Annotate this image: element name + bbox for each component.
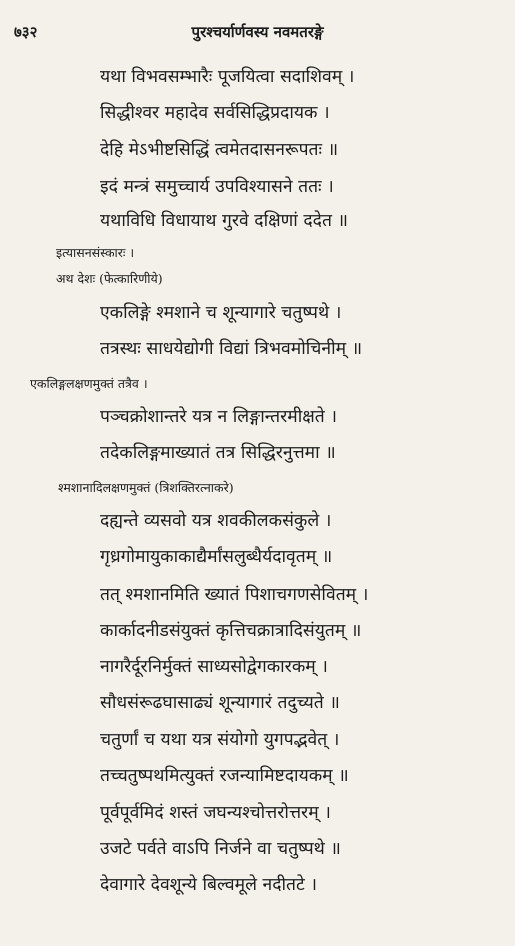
section-heading: श्मशानादिलक्षणमुक्तं (त्रिशक्तिरत्नाकरे) — [58, 480, 234, 495]
verse-line: पञ्चक्रोशान्तरे यत्र न लिङ्गान्तरमीक्षते । — [100, 407, 337, 427]
verse-line: सौधसंरूढघासाढ्यं शून्यागारं तदुच्यते ॥ — [100, 693, 340, 713]
verse-line: तत् श्मशानमिति ख्यातं पिशाचगणसेवितम् । — [100, 585, 369, 605]
verse-line: तच्चतुष्पथमित्युक्तं रजन्यामिष्टदायकम् ॥ — [100, 766, 349, 786]
verse-line: पूर्वपूर्वमिदं शस्तं जघन्यश्चोत्तरोत्तरम् । — [100, 803, 331, 823]
verse-line: यथा विभवसम्भारैः पूजयित्वा सदाशिवम् । — [100, 67, 355, 87]
verse-line: एकलिङ्गे श्मशाने च शून्यागारे चतुष्पथे । — [100, 303, 342, 323]
verse-line: कार्कादनीडसंयुक्तं कृत्तिचक्रात्रादिसंयुतम् ॥ — [100, 621, 362, 641]
section-heading: इत्यासनसंस्कारः । — [56, 245, 135, 260]
verse-line: यथाविधि विधायाथ गुरवे दक्षिणां ददेत ॥ — [100, 211, 348, 231]
verse-line: दह्यन्ते व्यसवो यत्र शवकीलकसंकुले । — [100, 511, 332, 531]
verse-line: सिद्धीश्वर महादेव सर्वसिद्धिप्रदायक । — [100, 103, 330, 123]
page-number: ७३२ — [14, 23, 38, 41]
verse-line: उजटे पर्वते वाऽपि निर्जने वा चतुष्पथे ॥ — [100, 839, 341, 859]
section-heading: एकलिङ्गलक्षणमुक्तं तत्रैव । — [30, 376, 148, 391]
verse-line: नागरैर्दूरनिर्मुक्तं साध्यसोद्वेगकारकम् । — [100, 657, 328, 677]
verse-line: चतुर्णां च यथा यत्र संयोगो युगपद्भवेत् । — [100, 730, 340, 750]
verse-line: देवागारे देवशून्ये बिल्वमूले नदीतटे । — [100, 875, 318, 895]
verse-line: इदं मन्त्रं समुच्चार्य उपविश्यासने ततः । — [100, 177, 334, 197]
running-title: पुरश्चर्यार्णवस्य नवमतरङ्गे — [191, 23, 324, 41]
verse-line: तदेकलिङ्गमाख्यातं तत्र सिद्धिरनुत्तमा ॥ — [100, 443, 336, 463]
verse-line: देहि मेऽभीष्टसिद्धिं त्वमेतदासनरूपतः ॥ — [100, 140, 339, 160]
page-header — [0, 22, 515, 46]
section-heading: अथ देशः (फेत्कारिणीये) — [56, 271, 163, 286]
verse-line: गृध्रगोमायुकाकाद्यैर्मांसलुब्धैर्यदावृतम् ॥ — [100, 547, 333, 567]
verse-line: तत्रस्थः साधयेद्योगी विद्यां त्रिभवमोचिनीम् ॥ — [100, 339, 363, 359]
